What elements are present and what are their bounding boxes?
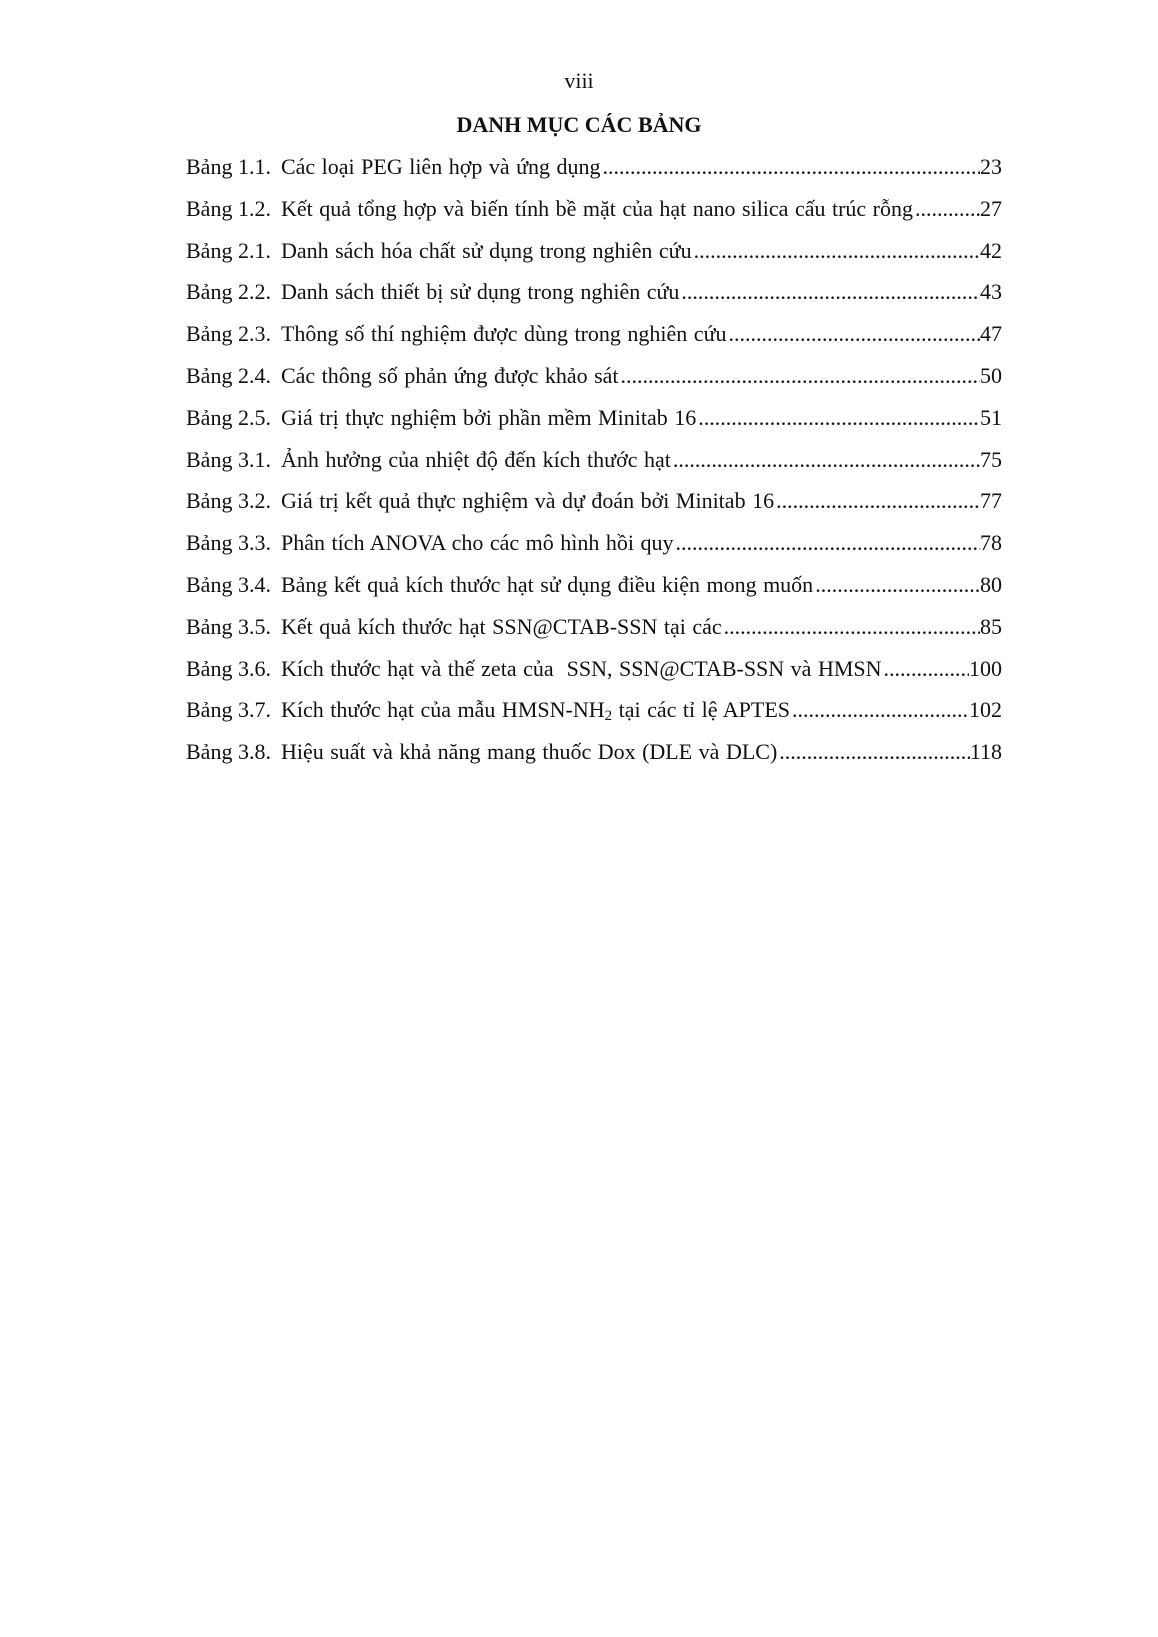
toc-entry-title: Bảng kết quả kích thước hạt sử dụng điều kiện mong muốn [280, 571, 814, 597]
toc-leader-dots [676, 522, 980, 564]
toc-leader-dots [776, 480, 980, 522]
toc-leader-dots [694, 230, 980, 272]
toc-entry[interactable] [186, 439, 1002, 481]
toc-entry-title-rest: tại các tỉ lệ APTES [612, 697, 791, 723]
toc-entry[interactable] [186, 606, 1002, 648]
toc-entry-label: Bảng 2.4. [186, 362, 271, 388]
toc-entry-page: 27 [980, 195, 1002, 221]
toc-entry-page: 50 [980, 362, 1002, 388]
toc-entry[interactable] [186, 564, 1002, 606]
toc-entry-title: Giá trị kết quả thực nghiệm và dự đoán bởi Minitab 16 [280, 488, 775, 514]
toc-entry-title: Kết quả tổng hợp và biến tính bề mặt của hạt nano silica cấu trúc rỗng [280, 195, 914, 221]
toc-entry[interactable] [186, 689, 1002, 731]
toc-entry-label: Bảng 3.2. [186, 488, 271, 514]
toc-entry-title-main: Kích thước hạt của mẫu HMSN-NH [280, 697, 605, 723]
toc-entry-page: 47 [980, 321, 1002, 347]
toc-entry-label: Bảng 3.7. [186, 697, 271, 723]
toc-entry[interactable] [186, 230, 1002, 272]
toc-entry[interactable] [186, 188, 1002, 230]
toc-leader-dots [729, 313, 981, 355]
toc-leader-dots [915, 188, 980, 230]
toc-entry-label: Bảng 2.1. [186, 237, 271, 263]
toc-entry[interactable] [186, 731, 1002, 773]
toc-entry-title: Kích thước hạt và thế zeta của SSN, SSN@CTAB-SSN và HMSN [280, 655, 882, 681]
toc-entry-label: Bảng 3.5. [186, 613, 271, 639]
toc-entry-page: 23 [980, 154, 1002, 179]
toc-entry-title: Giá trị thực nghiệm bởi phần mềm Minitab 16 [280, 404, 697, 430]
toc-leader-dots [792, 689, 969, 731]
toc-entry-title: Phân tích ANOVA cho các mô hình hồi quy [280, 530, 674, 556]
toc-entry-page: 75 [980, 446, 1002, 472]
toc-entry-page: 118 [969, 739, 1002, 765]
table-list [186, 146, 1002, 773]
toc-leader-dots [698, 397, 980, 439]
toc-leader-dots [681, 271, 980, 313]
toc-entry-page: 100 [969, 655, 1002, 681]
toc-entry-title [281, 689, 790, 731]
toc-entry[interactable] [186, 397, 1002, 439]
toc-entry-title: Danh sách thiết bị sử dụng trong nghiên cứu [280, 279, 680, 305]
toc-entry[interactable] [186, 313, 1002, 355]
toc-entry-page: 43 [980, 279, 1002, 305]
toc-entry-label: Bảng 3.3. [186, 530, 271, 556]
toc-leader-dots [815, 564, 980, 606]
toc-entry-title: Thông số thí nghiệm được dùng trong nghiên cứu [280, 321, 727, 347]
page-title: DANH MỤC CÁC BẢNG [456, 112, 702, 137]
toc-entry[interactable] [186, 146, 1002, 188]
toc-entry-title: Các thông số phản ứng được khảo sát [280, 362, 619, 388]
toc-entry-page: 42 [980, 237, 1002, 263]
toc-entry-label: Bảng 1.2. [186, 195, 271, 221]
toc-leader-dots [779, 731, 970, 773]
toc-entry-label: Bảng 2.2. [186, 279, 271, 305]
toc-entry-label: Bảng 3.1. [186, 446, 271, 472]
toc-entry-label: Bảng 1.1. [186, 154, 271, 179]
toc-entry-page: 102 [969, 697, 1002, 723]
toc-entry-label: Bảng 3.6. [186, 655, 271, 681]
toc-entry-label: Bảng 2.5. [186, 404, 271, 430]
toc-entry-page: 78 [980, 530, 1002, 556]
toc-leader-dots [724, 606, 980, 648]
toc-leader-dots [673, 439, 980, 481]
toc-entry-title: Kết quả kích thước hạt SSN@CTAB-SSN tại các [280, 613, 722, 639]
toc-entry-title: Danh sách hóa chất sử dụng trong nghiên cứu [280, 237, 692, 263]
toc-leader-dots [884, 648, 969, 690]
toc-entry-title: Hiệu suất và khả năng mang thuốc Dox (DLE và DLC) [280, 739, 778, 765]
toc-leader-dots [621, 355, 980, 397]
toc-entry-page: 77 [980, 488, 1002, 514]
toc-entry-title: Ảnh hưởng của nhiệt độ đến kích thước hạt [280, 446, 671, 472]
page-number: viii [564, 68, 594, 93]
toc-entry[interactable] [186, 355, 1002, 397]
toc-entry-page: 51 [980, 404, 1002, 430]
toc-entry-label: Bảng 3.8. [186, 739, 271, 765]
subscript-text: 2 [604, 708, 613, 725]
toc-leader-dots [603, 146, 980, 188]
toc-entry[interactable] [186, 522, 1002, 564]
toc-entry-page: 85 [980, 613, 1002, 639]
toc-entry-title: Các loại PEG liên hợp và ứng dụng [280, 154, 601, 179]
toc-entry[interactable] [186, 480, 1002, 522]
toc-entry-label: Bảng 2.3. [186, 321, 271, 347]
toc-entry-page: 80 [980, 571, 1002, 597]
toc-entry-label: Bảng 3.4. [186, 571, 271, 597]
toc-entry[interactable] [186, 648, 1002, 690]
toc-entry[interactable] [186, 271, 1002, 313]
